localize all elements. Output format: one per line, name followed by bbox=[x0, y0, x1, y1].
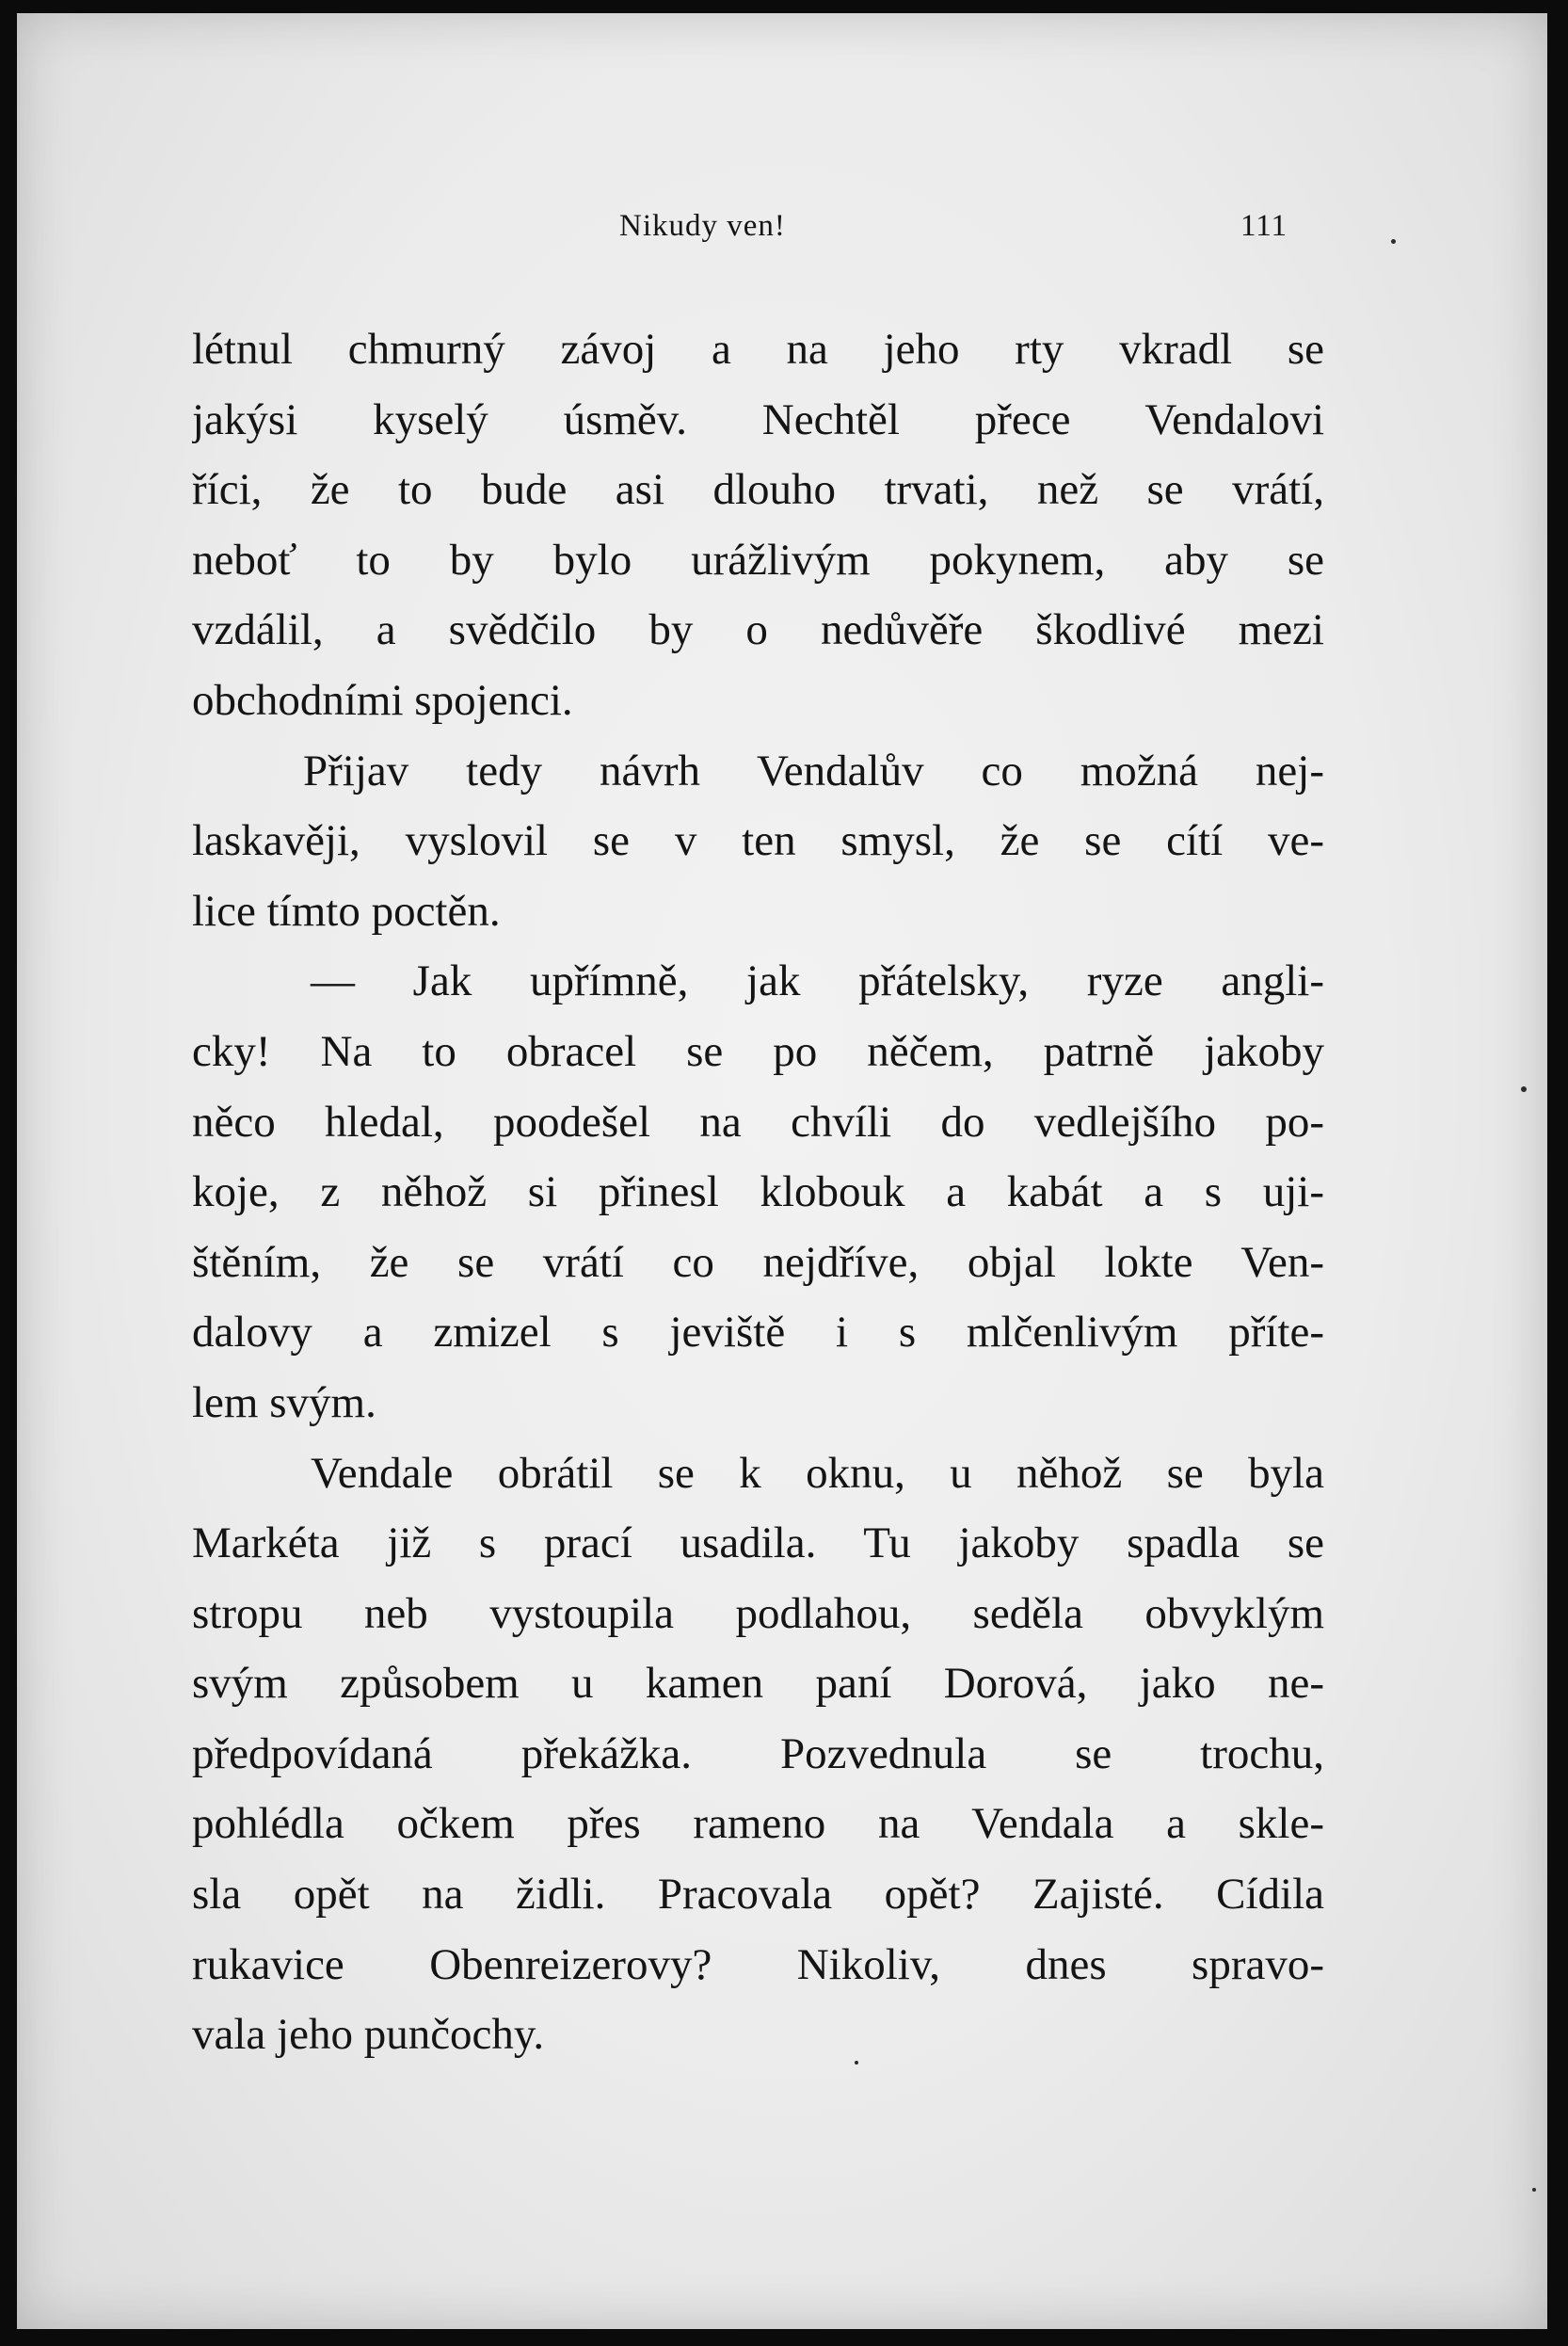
text-line: vala jeho punčochy. bbox=[192, 2010, 545, 2060]
chapter-title: Nikudy ven! bbox=[619, 209, 786, 243]
text-line: říci, že to bude asi dlouho trvati, než se vrátí, bbox=[192, 465, 1324, 515]
text-line: sla opět na židli. Pracovala opět? Zajisté. Cídila bbox=[192, 1870, 1324, 1920]
text-line: — Jak upřímně, jak přátelsky, ryze angli- bbox=[311, 956, 1324, 1006]
text-line: vzdálil, a svědčilo by o nedůvěře škodlivé mezi bbox=[192, 605, 1324, 655]
body-text bbox=[192, 314, 1324, 2070]
text-line: Přijav tedy návrh Vendalův co možná nej- bbox=[303, 746, 1324, 795]
text-line: létnul chmurný závoj a na jeho rty vkradl se bbox=[192, 325, 1324, 374]
text-line: stropu neb vystoupila podlahou, seděla obvyklým bbox=[192, 1588, 1324, 1638]
running-header bbox=[17, 209, 1547, 256]
text-line: lem svým. bbox=[192, 1377, 376, 1427]
text-line: předpovídaná překážka. Pozvednula se trochu, bbox=[192, 1728, 1324, 1778]
scan-speck bbox=[1391, 239, 1396, 244]
text-line: dalovy a zmizel s jeviště i s mlčenlivým příte- bbox=[192, 1308, 1324, 1358]
text-line: štěním, že se vrátí co nejdříve, objal lokte Ven- bbox=[192, 1237, 1324, 1287]
text-line: koje, z něhož si přinesl klobouk a kabát a s uji- bbox=[192, 1167, 1324, 1217]
text-line: Vendale obrátil se k oknu, u něhož se byla bbox=[311, 1448, 1324, 1498]
text-line: svým způsobem u kamen paní Dorová, jako ne- bbox=[192, 1659, 1324, 1709]
text-line: neboť to by bylo urážlivým pokynem, aby se bbox=[192, 535, 1324, 585]
text-line: obchodními spojenci. bbox=[192, 675, 573, 725]
scan-speck bbox=[855, 2061, 858, 2065]
scan-speck bbox=[1532, 2188, 1536, 2192]
scan-speck bbox=[1521, 1086, 1527, 1092]
text-line: něco hledal, poodešel na chvíli do vedlejšího po- bbox=[192, 1097, 1324, 1147]
text-line: cky! Na to obracel se po něčem, patrně jakoby bbox=[192, 1026, 1324, 1076]
text-line: rukavice Obenreizerovy? Nikoliv, dnes spravo- bbox=[192, 1939, 1324, 1989]
text-line: lice tímto poctěn. bbox=[192, 886, 501, 936]
text-line: Markéta již s prací usadila. Tu jakoby spadla se bbox=[192, 1518, 1324, 1568]
text-line: jakýsi kyselý úsměv. Nechtěl přece Vendalovi bbox=[192, 394, 1324, 444]
book-page bbox=[17, 13, 1547, 2329]
text-line: laskavěji, vyslovil se v ten smysl, že se cítí ve- bbox=[192, 816, 1324, 866]
page-number: 111 bbox=[1240, 209, 1288, 243]
text-line: pohlédla očkem přes rameno na Vendala a skle- bbox=[192, 1799, 1324, 1849]
